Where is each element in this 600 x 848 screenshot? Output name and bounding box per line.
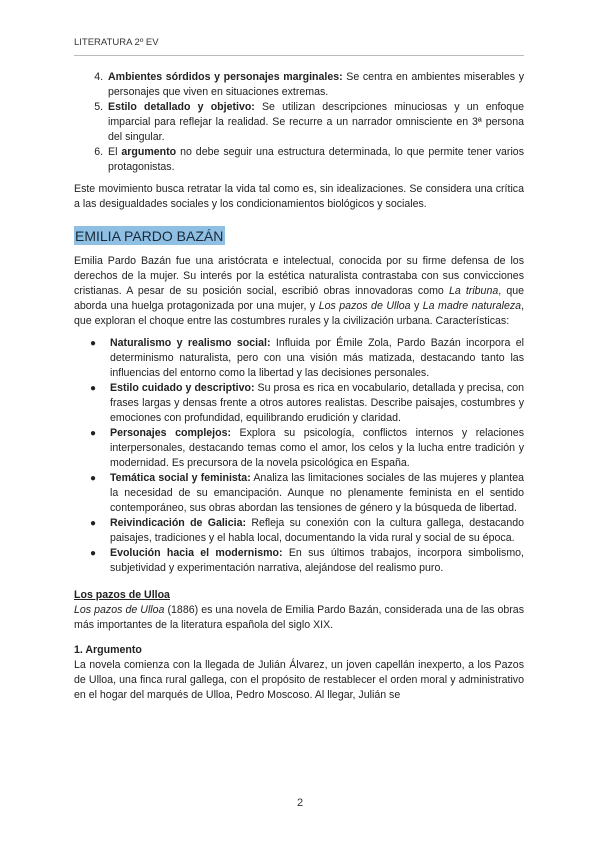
- bullet-icon: ●: [90, 383, 97, 394]
- work-title: Los pazos de Ulloa: [74, 604, 165, 616]
- header-divider: [74, 55, 524, 56]
- bullet-icon: ●: [90, 338, 97, 349]
- section-title: EMILIA PARDO BAZÁN: [75, 228, 224, 244]
- feature-item: 5. Estilo detallado y objetivo: Se utilizan descripciones minuciosas y un enfoque imparcial para reflejar la realidad. Se recurre a un narrador omnisciente en 3ª persona del singular.: [106, 100, 524, 145]
- document-body: [74, 70, 524, 703]
- feature-item: 6. El argumento no debe seguir una estructura determinada, lo que permite tener varios protagonistas.: [106, 145, 524, 175]
- bullet-icon: ●: [90, 473, 97, 484]
- trait-item: ● Naturalismo y realismo social: Influida por Émile Zola, Pardo Bazán incorpora el determinismo naturalista, pero con una visión más matizada, destacando tanto las influencias del entorno como la libertad y las decisiones personales.: [90, 337, 524, 379]
- author-paragraph: Emilia Pardo Bazán fue una aristócrata e intelectual, conocida por su firme defensa de los derechos de la mujer. Su interés por la estética naturalista contrastaba con sus convicciones cristianas. A pesar de su posición social, escribió obras innovadoras como La tribuna, que aborda una huelga protagonizada por una mujer, y Los pazos de Ulloa y La madre naturaleza, que exploran el choque entre las costumbres rurales y la civilización urbana. Características:: [74, 255, 525, 327]
- trait-item: ● Temática social y feminista: Analiza las limitaciones sociales de las mujeres y plantea la necesidad de su emancipación. Aunque no plenamente feminista en el sentido contemporáneo, sus obras abordan las tensiones de género y la búsqueda de libertad.: [90, 472, 524, 514]
- trait-item: ● Estilo cuidado y descriptivo: Su prosa es rica en vocabulario, detallada y precisa, con frases largas y densas frente a otros autores realistas. Describe paisajes, costumbres y emociones con profundidad, equilibrando erudición y claridad.: [90, 382, 524, 424]
- work-title: La madre naturaleza: [422, 300, 522, 312]
- work-title: La tribuna: [448, 285, 499, 297]
- novel-title: Los pazos de Ulloa: [74, 589, 170, 601]
- novel-intro-paragraph: Los pazos de Ulloa (1886) es una novela de Emilia Pardo Bazán, considerada una de las obras más importantes de la literatura española del siglo XIX.: [74, 604, 524, 631]
- page-header: LITERATURA 2º EV: [74, 37, 159, 48]
- argument-paragraph: La novela comienza con la llegada de Julián Álvarez, un joven capellán inexperto, a los Pazos de Ulloa, una finca rural gallega, con el propósito de restablecer el orden moral y administrativo en el hogar del marqués de Ulloa, Pedro Moscoso. Al llegar, Julián se: [74, 659, 524, 701]
- argument-heading: 1. Argumento: [74, 644, 142, 656]
- trait-item: ● Reivindicación de Galicia: Refleja su conexión con la cultura gallega, destacando paisajes, tradiciones y el habla local, documentando la vida rural y social de su época.: [90, 517, 524, 544]
- bullet-icon: ●: [90, 548, 97, 559]
- author-traits-list: [74, 336, 524, 576]
- movement-summary-paragraph: Este movimiento busca retratar la vida tal como es, sin idealizaciones. Se considera una crítica a las desigualdades sociales y los condicionamientos biológicos y sociales.: [74, 183, 524, 210]
- page-number: 2: [296, 797, 304, 809]
- bullet-icon: ●: [90, 518, 97, 529]
- naturalism-features-list: [74, 70, 524, 175]
- work-title: Los pazos de Ulloa: [318, 300, 411, 312]
- trait-item: ● Evolución hacia el modernismo: En sus últimos trabajos, incorpora simbolismo, subjetividad y experimentación narrativa, alejándose del realismo puro.: [90, 547, 524, 574]
- feature-item: 4. Ambientes sórdidos y personajes marginales: Se centra en ambientes miserables y personajes que viven en situaciones extremas.: [106, 70, 524, 100]
- trait-item: ● Personajes complejos: Explora su psicología, conflictos internos y relaciones interpersonales, destacando temas como el amor, los celos y la lucha entre tradición y modernidad. Es precursora de la novela psicológica en España.: [90, 427, 524, 469]
- bullet-icon: ●: [90, 428, 97, 439]
